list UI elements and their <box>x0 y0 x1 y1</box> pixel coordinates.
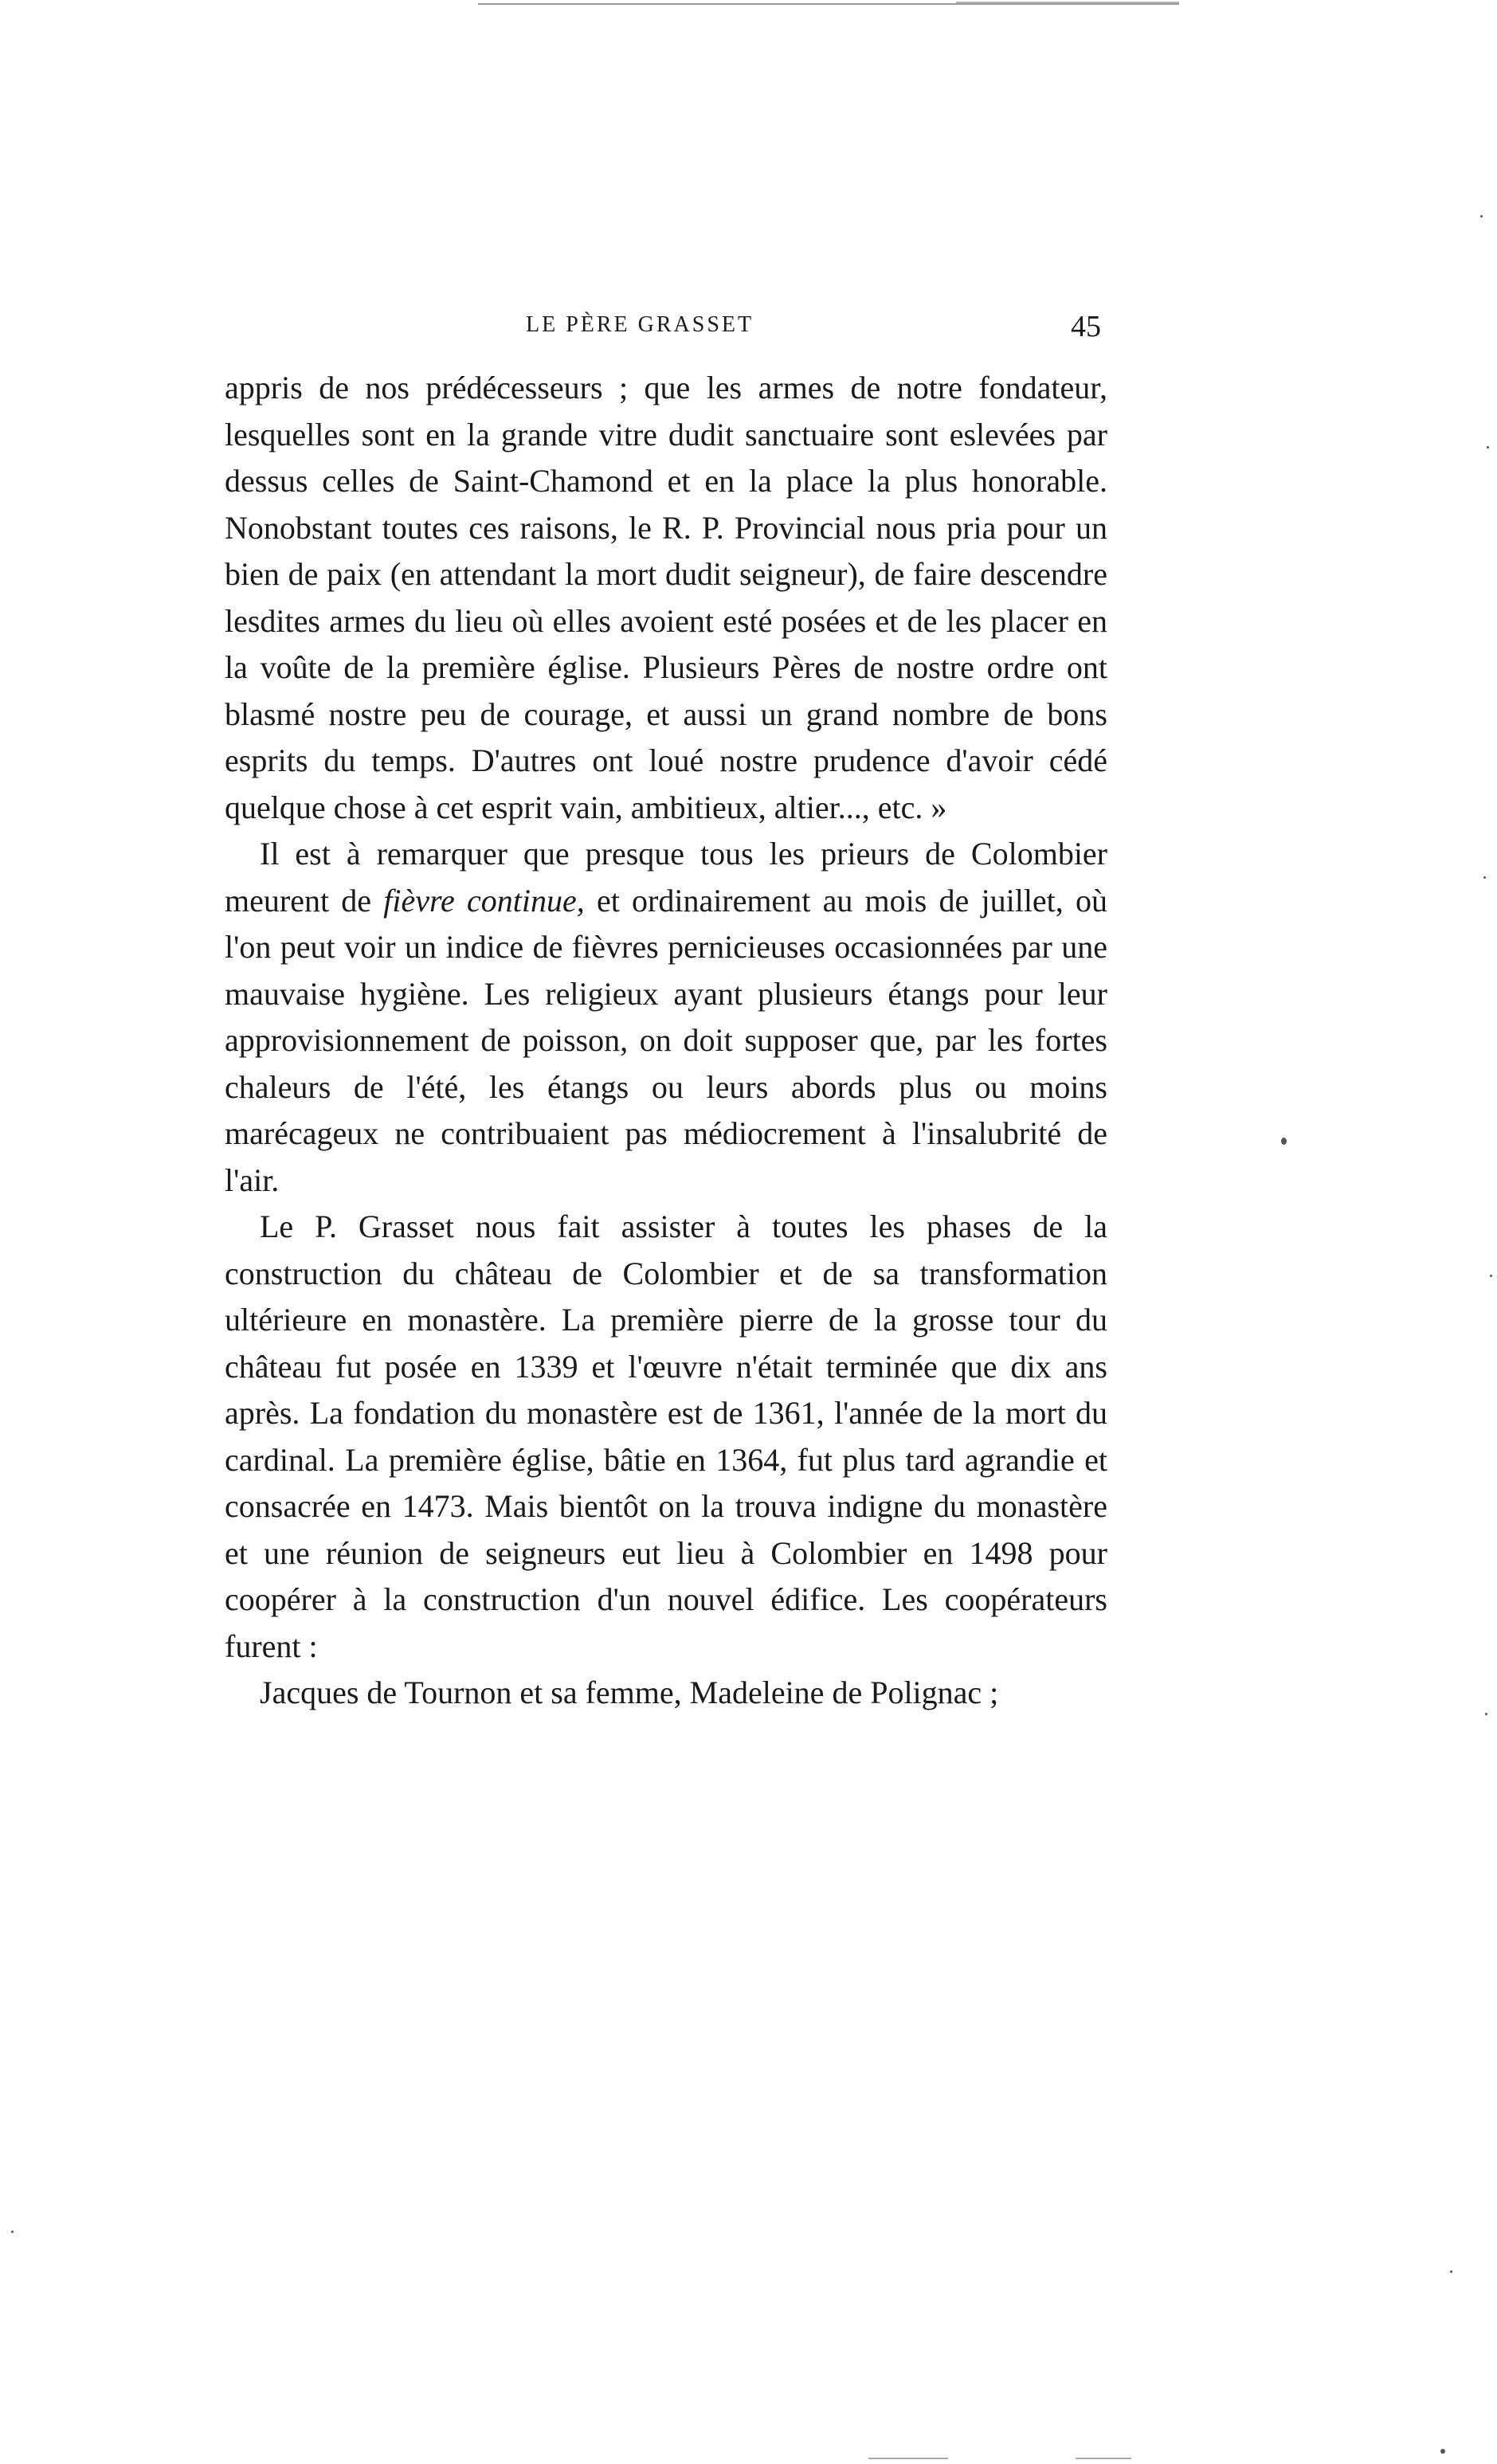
paragraph-cooperators: Jacques de Tournon et sa femme, Madeleine de Polignac ; <box>260 1675 999 1710</box>
top-edge-rule-secondary <box>956 2 1179 3</box>
running-title: LE PÈRE GRASSET <box>526 312 754 337</box>
print-speck <box>1440 2449 1445 2454</box>
print-speck <box>1281 1138 1287 1145</box>
page-number: 45 <box>1071 310 1101 343</box>
print-speck <box>1487 446 1489 449</box>
print-speck <box>1485 1713 1487 1715</box>
body-text <box>225 365 1107 1717</box>
print-speck <box>1450 2270 1452 2273</box>
top-edge-rule <box>478 3 1179 5</box>
running-head <box>223 312 1107 352</box>
print-speck <box>1490 1275 1492 1277</box>
italic-term: fièvre continue, <box>383 882 585 919</box>
print-speck <box>1483 876 1486 879</box>
print-speck <box>11 2231 14 2233</box>
paragraph-fever-start: Il est à remarquer que presque tous les prieurs de Colombier meurent de <box>225 836 1107 919</box>
paragraph-construction: Le P. Grasset nous fait assister à toutes les phases de la construction du château de Colombier et de sa transformation ultérieure en monastère. La première pierre de la grosse tour du château fut posée en 1339 et l'œuvre n'était terminée que dix ans après. La fondation du monastère est de 1361, l'année de la mort du cardinal. La première église, bâtie en 1364, fut plus tard agrandie et consacrée en 1473. Mais bientôt on la trouva indigne du monastère et une réunion de seigneurs eut lieu à Colombier en 1498 pour coopérer à la construction d'un nouvel édifice. Les coopérateurs furent : <box>225 1208 1107 1664</box>
print-speck <box>1480 215 1483 217</box>
bottom-edge-rule <box>868 2458 948 2459</box>
paragraph-fever <box>225 831 1107 1204</box>
paragraph-continued-quote: appris de nos prédécesseurs ; que les armes de notre fondateur, lesquelles sont en la grande vitre dudit sanctuaire sont eslevées par dessus celles de Saint-Chamond et en la place la plus honorable. Nonobstant toutes ces raisons, le R. P. Provincial nous pria pour un bien de paix (en attendant la mort dudit seigneur), de faire descendre lesdites armes du lieu où elles avoient esté posées et de les placer en la voûte de la première église. Plusieurs Pères de nostre ordre ont blasmé nostre peu de courage, et aussi un grand nombre de bons esprits du temps. D'autres ont loué nostre prudence d'avoir cédé quelque chose à cet esprit vain, ambitieux, altier..., etc. » <box>225 370 1107 825</box>
bottom-edge-rule <box>1076 2458 1131 2459</box>
paragraph-fever-end: et ordinairement au mois de juillet, où l'on peut voir un indice de fièvres pernicieuses occasionnées par une mauvaise hygiène. Les religieux ayant plusieurs étangs pour leur approvisionnement de poisson, on doit supposer que, par les fortes chaleurs de l'été, les étangs ou leurs abords plus ou moins marécageux ne contribuaient pas médiocrement à l'insalubrité de l'air. <box>225 882 1107 1198</box>
